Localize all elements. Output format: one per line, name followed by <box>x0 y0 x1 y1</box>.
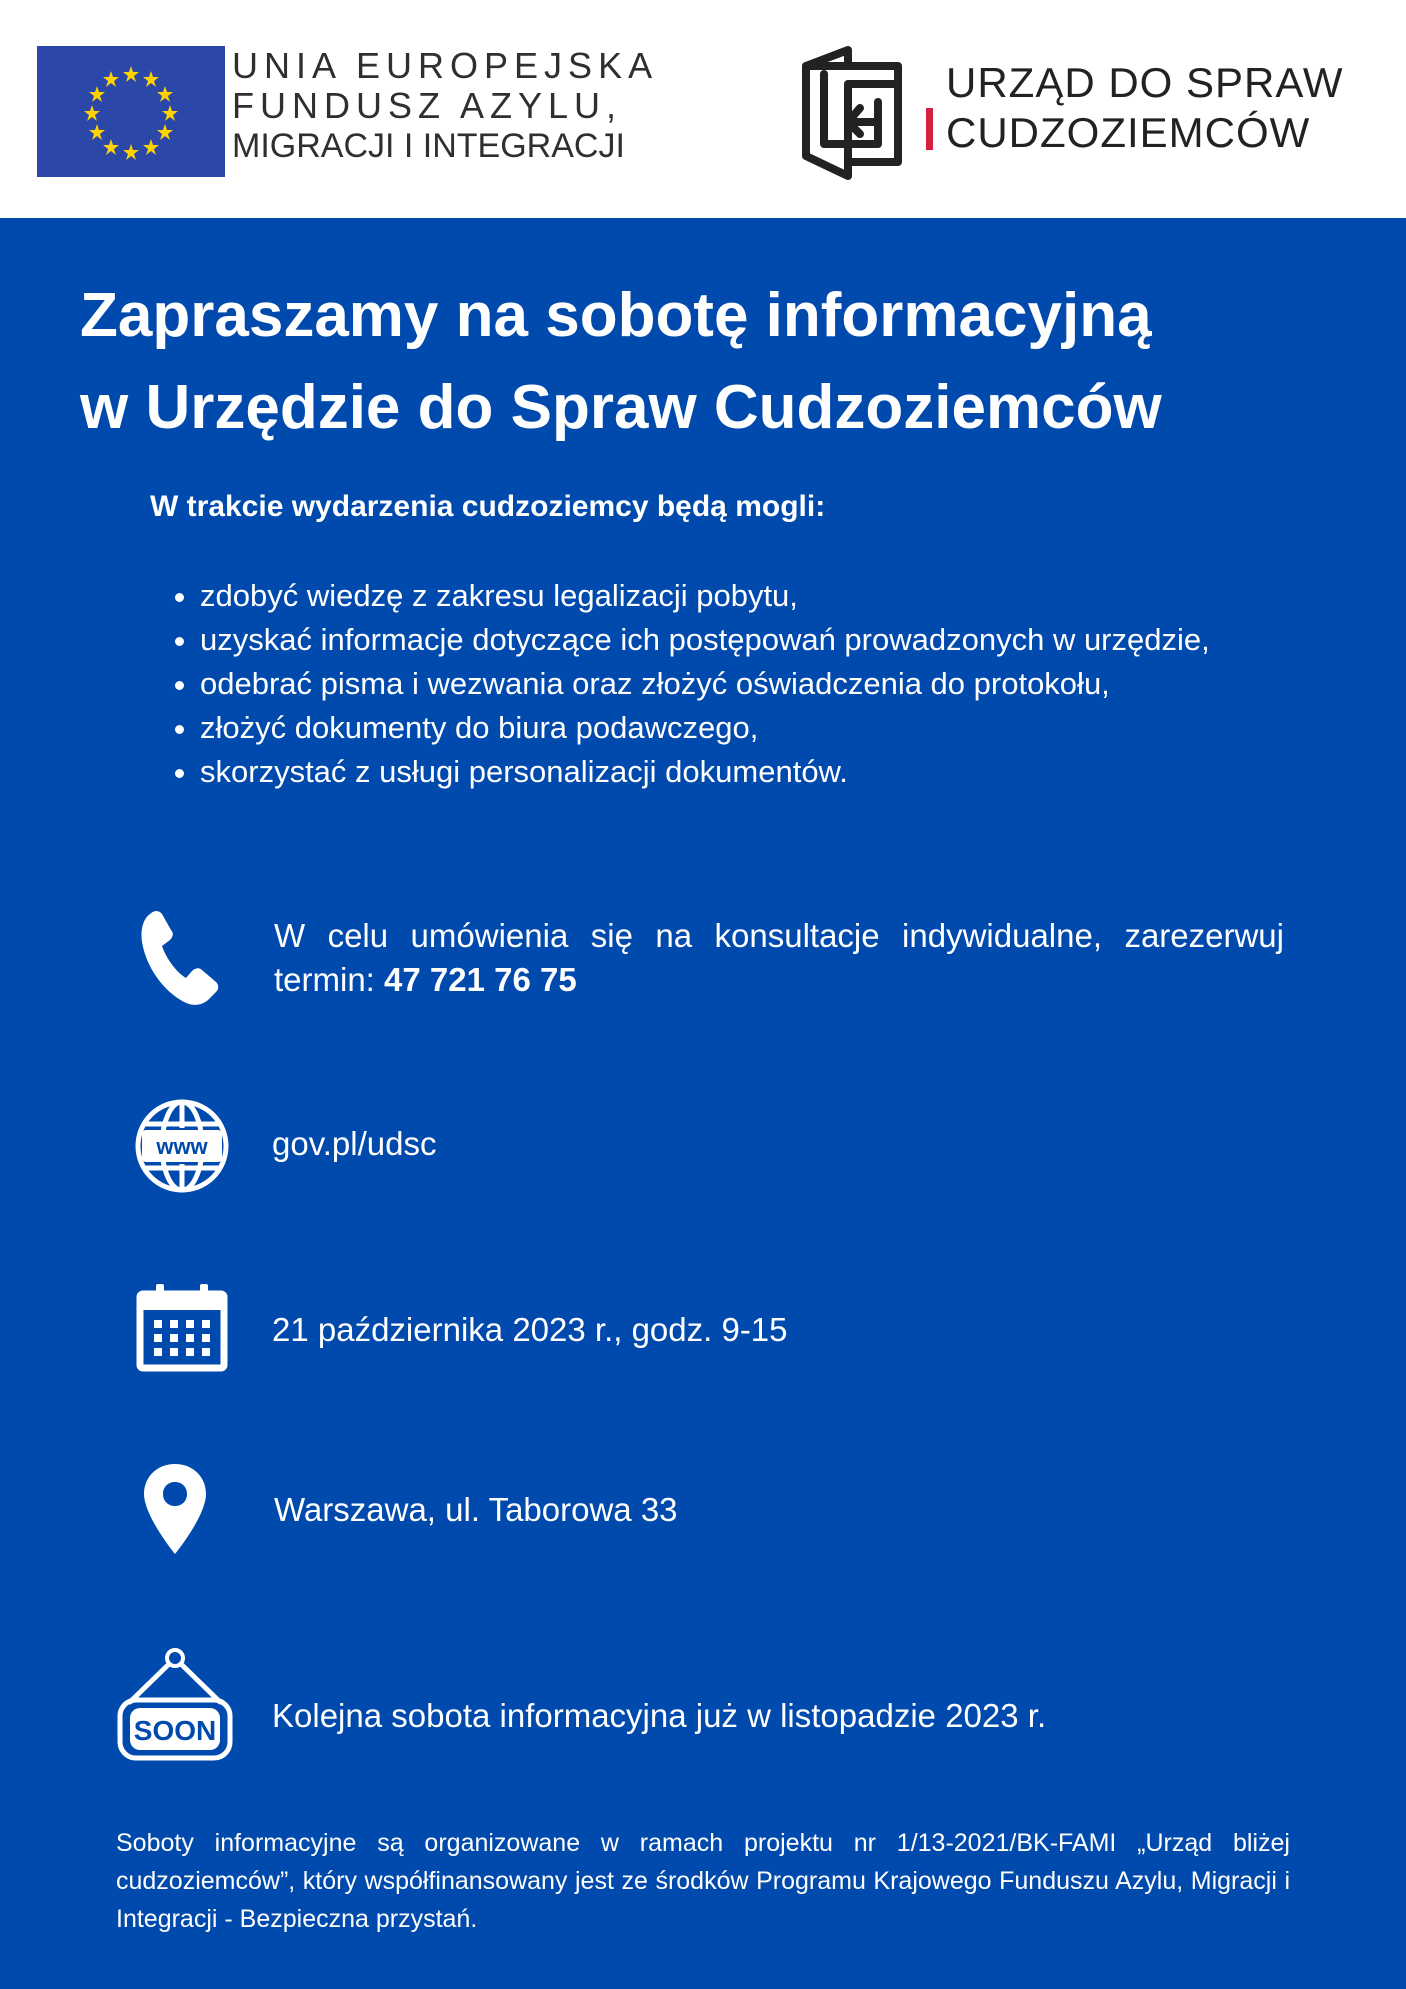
phone-description: W celu umówienia się na konsultacje indywidualne, zarezerwuj termin: <box>274 917 1284 998</box>
phone-text <box>274 914 1284 1002</box>
website-link[interactable]: gov.pl/udsc <box>272 1125 437 1162</box>
eu-logo-text <box>232 45 659 166</box>
header <box>0 0 1406 218</box>
phone-icon <box>140 908 220 1006</box>
globe-www-icon <box>134 1098 230 1194</box>
map-pin-icon <box>142 1462 208 1556</box>
footer-note: Soboty informacyjne są organizowane w ramach projektu nr 1/13-2021/BK-FAMI „Urząd bliżej cudzoziemców”, który współfinansowany jest ze środków Programu Krajowego Funduszu Azylu, Migracji i Integracji - Bezpieczna przystań. <box>116 1829 1290 1933</box>
benefits-list <box>150 574 1340 794</box>
udsc-logo-line: URZĄD DO SPRAW <box>946 59 1344 106</box>
udsc-logo-text <box>946 58 1343 158</box>
list-item: • uzyskać informacje dotyczące ich postępowań prowadzonych w urzędzie, <box>200 618 1340 662</box>
event-date: 21 października 2023 r., godz. 9-15 <box>272 1311 788 1348</box>
calendar-icon <box>136 1282 228 1372</box>
udsc-logo-line: CUDZOZIEMCÓW <box>946 109 1311 156</box>
soon-label: SOON <box>133 1715 217 1746</box>
udsc-logo-icon <box>786 44 916 182</box>
soon-sign-icon <box>116 1646 234 1762</box>
section-subheading: W trakcie wydarzenia cudzoziemcy będą mogli: <box>150 490 826 523</box>
list-item: • zdobyć wiedzę z zakresu legalizacji pobytu, <box>200 574 1340 618</box>
udsc-logo-accent <box>926 108 933 150</box>
title-line: Zapraszamy na sobotę informacyjną <box>80 281 1152 350</box>
event-location: Warszawa, ul. Taborowa 33 <box>274 1491 678 1528</box>
list-item: • odebrać pisma i wezwania oraz złożyć oświadczenia do protokołu, <box>200 662 1340 706</box>
page-title <box>80 270 1340 454</box>
eu-logo-line: FUNDUSZ AZYLU, <box>232 85 623 126</box>
eu-logo-line: UNIA EUROPEJSKA <box>232 45 659 86</box>
eu-logo-line: MIGRACJI I INTEGRACJI <box>232 127 625 165</box>
list-item: • złożyć dokumenty do biura podawczego, <box>200 706 1340 750</box>
phone-number[interactable]: 47 721 76 75 <box>384 961 577 998</box>
main-content <box>0 218 1406 1989</box>
next-event-text: Kolejna sobota informacyjna już w listopadzie 2023 r. <box>272 1697 1047 1734</box>
title-line: w Urzędzie do Spraw Cudzoziemców <box>80 373 1162 442</box>
www-label: www <box>156 1134 208 1159</box>
eu-flag-icon <box>37 46 225 177</box>
list-item: • skorzystać z usługi personalizacji dokumentów. <box>200 750 1340 794</box>
